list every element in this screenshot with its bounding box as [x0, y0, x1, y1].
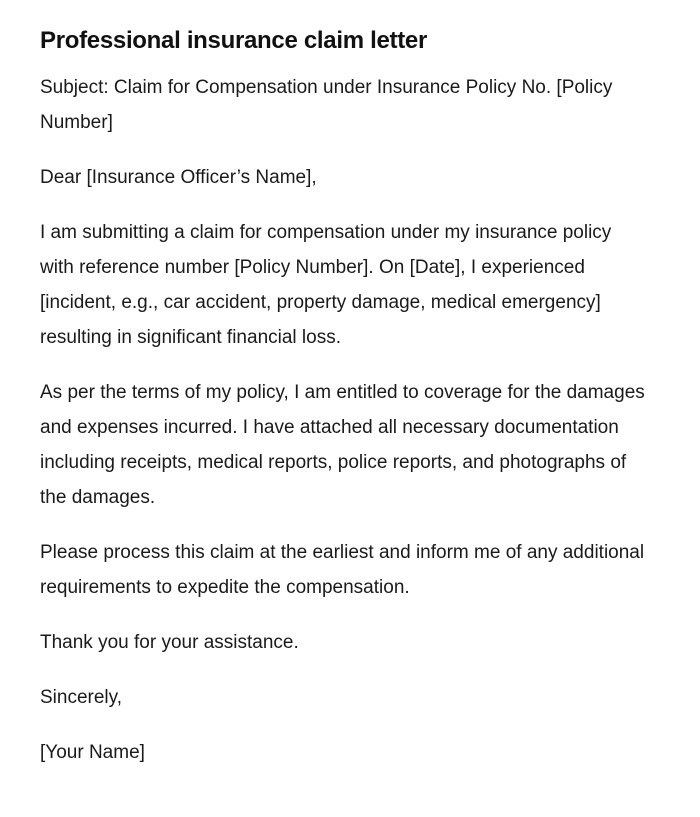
- letter-subject: Subject: Claim for Compensation under Insurance Policy No. [Policy Number]: [40, 77, 613, 133]
- letter-closing: Sincerely,: [40, 687, 123, 708]
- letter-body-paragraph-1: I am submitting a claim for compensation under my insurance policy with reference number [Policy Number]. On [Date], I experienced [incident, e.g., car accident, property damage, medical emergency] resulting in significant financial loss.: [40, 222, 612, 348]
- letter-body-paragraph-2: As per the terms of my policy, I am entitled to coverage for the damages and expenses incurred. I have attached all necessary documentation including receipts, medical reports, police reports, and photographs of the damages.: [40, 382, 645, 508]
- letter-thanks: Thank you for your assistance.: [40, 632, 299, 653]
- letter-body-paragraph-3: Please process this claim at the earliest and inform me of any additional requirements to expedite the compensation.: [40, 542, 645, 598]
- page-title: Professional insurance claim letter: [40, 27, 427, 54]
- letter-signature: [Your Name]: [40, 742, 145, 763]
- letter-salutation: Dear [Insurance Officer’s Name],: [40, 167, 317, 188]
